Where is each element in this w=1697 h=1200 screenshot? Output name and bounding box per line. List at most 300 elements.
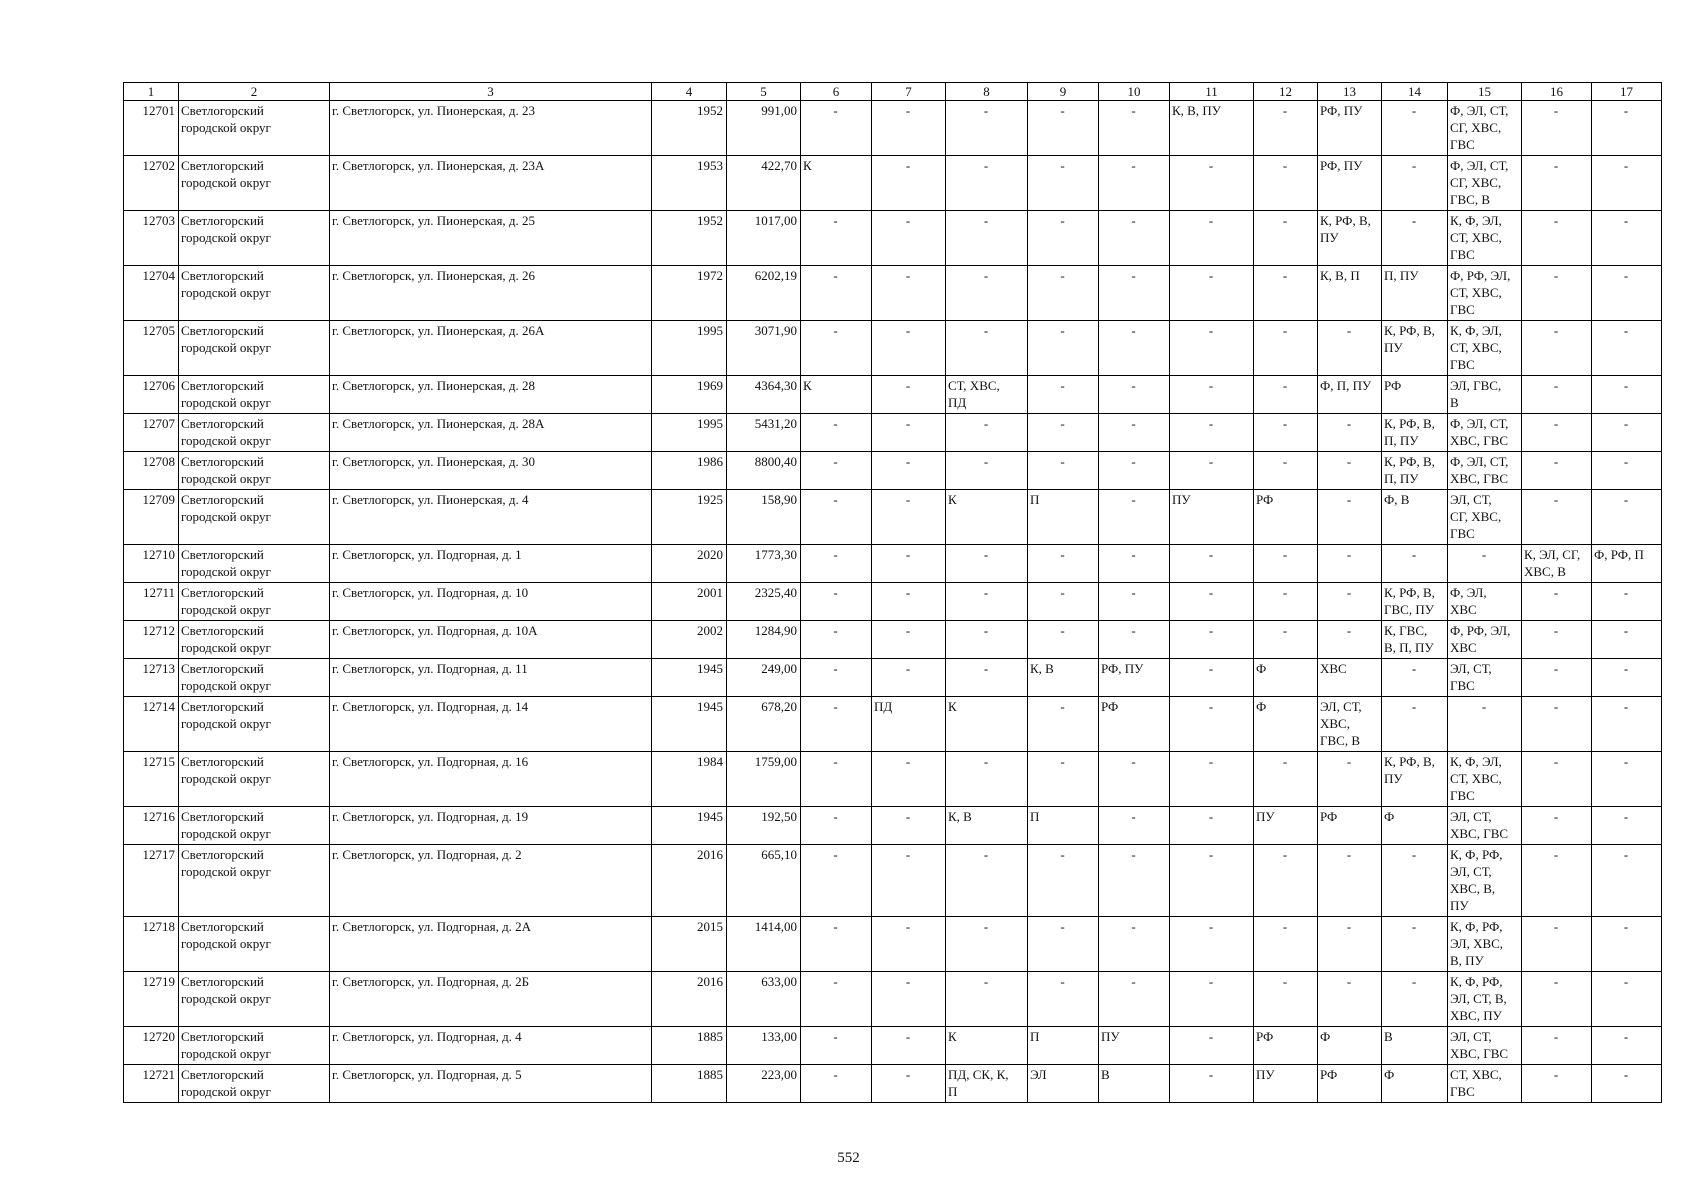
table-cell-col-9: -	[1028, 752, 1099, 807]
table-cell-col-17: -	[1592, 376, 1662, 414]
table-cell-col-7: -	[872, 1065, 946, 1103]
table-cell-col-8: -	[946, 752, 1028, 807]
table-cell-col-15: Ф, ЭЛ, СТ, ХВС, ГВС	[1448, 414, 1522, 452]
table-cell-col-9: -	[1028, 845, 1099, 917]
table-cell-col-14: -	[1382, 156, 1448, 211]
table-cell-col-3: г. Светлогорск, ул. Подгорная, д. 11	[330, 659, 652, 697]
table-cell-col-3: г. Светлогорск, ул. Подгорная, д. 2	[330, 845, 652, 917]
table-cell-col-1: 12719	[124, 972, 179, 1027]
table-cell-col-14: -	[1382, 545, 1448, 583]
table-cell-col-15: К, Ф, ЭЛ, СТ, ХВС, ГВС	[1448, 211, 1522, 266]
table-cell-col-13: РФ	[1318, 807, 1382, 845]
table-cell-col-14: РФ	[1382, 376, 1448, 414]
table-cell-col-12: -	[1254, 414, 1318, 452]
header-cell-13: 13	[1318, 83, 1382, 101]
table-cell-col-15: Ф, ЭЛ, СТ, СГ, ХВС, ГВС	[1448, 101, 1522, 156]
table-cell-col-7: -	[872, 972, 946, 1027]
table-cell-col-10: -	[1099, 376, 1170, 414]
table-cell-col-8: -	[946, 545, 1028, 583]
table-cell-col-13: ЭЛ, СТ, ХВС, ГВС, В	[1318, 697, 1382, 752]
table-cell-col-9: -	[1028, 211, 1099, 266]
table-row	[124, 211, 1662, 266]
table-cell-col-10: -	[1099, 211, 1170, 266]
table-cell-col-10: РФ	[1099, 697, 1170, 752]
table-cell-col-8: СТ, ХВС, ПД	[946, 376, 1028, 414]
table-cell-col-5: 133,00	[727, 1027, 801, 1065]
header-cell-3: 3	[330, 83, 652, 101]
table-cell-col-3: г. Светлогорск, ул. Подгорная, д. 16	[330, 752, 652, 807]
table-cell-col-3: г. Светлогорск, ул. Пионерская, д. 26	[330, 266, 652, 321]
table-cell-col-13: -	[1318, 452, 1382, 490]
table-cell-col-6: -	[801, 490, 872, 545]
table-cell-col-6: -	[801, 1065, 872, 1103]
table-row	[124, 101, 1662, 156]
table-cell-col-10: -	[1099, 845, 1170, 917]
table-cell-col-17: -	[1592, 621, 1662, 659]
table-cell-col-15: СТ, ХВС, ГВС	[1448, 1065, 1522, 1103]
table-cell-col-9: -	[1028, 621, 1099, 659]
table-cell-col-13: -	[1318, 414, 1382, 452]
table-cell-col-1: 12703	[124, 211, 179, 266]
table-cell-col-6: -	[801, 752, 872, 807]
table-cell-col-6: -	[801, 583, 872, 621]
table-cell-col-17: -	[1592, 452, 1662, 490]
table-cell-col-9: ЭЛ	[1028, 1065, 1099, 1103]
table-cell-col-15: ЭЛ, СТ, ХВС, ГВС	[1448, 1027, 1522, 1065]
table-cell-col-9: -	[1028, 972, 1099, 1027]
table-cell-col-14: В	[1382, 1027, 1448, 1065]
table-cell-col-5: 158,90	[727, 490, 801, 545]
table-row	[124, 697, 1662, 752]
table-cell-col-9: П	[1028, 490, 1099, 545]
table-cell-col-2: Светлогорский городской округ	[179, 621, 330, 659]
table-cell-col-17: -	[1592, 266, 1662, 321]
table-cell-col-12: -	[1254, 583, 1318, 621]
table-cell-col-6: -	[801, 972, 872, 1027]
table-cell-col-11: -	[1170, 583, 1254, 621]
table-cell-col-8: К	[946, 1027, 1028, 1065]
table-cell-col-4: 1945	[652, 807, 727, 845]
table-cell-col-4: 1969	[652, 376, 727, 414]
table-cell-col-5: 665,10	[727, 845, 801, 917]
table-cell-col-17: -	[1592, 101, 1662, 156]
table-cell-col-16: -	[1522, 845, 1592, 917]
table-cell-col-13: К, РФ, В, ПУ	[1318, 211, 1382, 266]
table-cell-col-2: Светлогорский городской округ	[179, 376, 330, 414]
table-cell-col-10: -	[1099, 545, 1170, 583]
table-row	[124, 972, 1662, 1027]
table-cell-col-11: -	[1170, 321, 1254, 376]
table-cell-col-16: -	[1522, 414, 1592, 452]
header-cell-11: 11	[1170, 83, 1254, 101]
table-cell-col-4: 1945	[652, 697, 727, 752]
table-cell-col-14: -	[1382, 972, 1448, 1027]
table-cell-col-14: Ф	[1382, 807, 1448, 845]
table-cell-col-2: Светлогорский городской округ	[179, 321, 330, 376]
table-cell-col-17: -	[1592, 752, 1662, 807]
table-cell-col-16: -	[1522, 621, 1592, 659]
table-cell-col-4: 1885	[652, 1027, 727, 1065]
table-cell-col-13: -	[1318, 321, 1382, 376]
table-cell-col-4: 2001	[652, 583, 727, 621]
table-cell-col-9: К, В	[1028, 659, 1099, 697]
table-cell-col-15: К, Ф, РФ, ЭЛ, СТ, В, ХВС, ПУ	[1448, 972, 1522, 1027]
table-cell-col-1: 12712	[124, 621, 179, 659]
table-header	[124, 83, 1662, 101]
table-cell-col-1: 12705	[124, 321, 179, 376]
table-cell-col-4: 1945	[652, 659, 727, 697]
table-cell-col-11: -	[1170, 452, 1254, 490]
table-cell-col-5: 991,00	[727, 101, 801, 156]
table-cell-col-8: -	[946, 414, 1028, 452]
table-cell-col-8: -	[946, 156, 1028, 211]
table-cell-col-5: 2325,40	[727, 583, 801, 621]
table-cell-col-16: -	[1522, 1065, 1592, 1103]
table-cell-col-4: 1885	[652, 1065, 727, 1103]
header-cell-14: 14	[1382, 83, 1448, 101]
table-cell-col-14: Ф, В	[1382, 490, 1448, 545]
table-cell-col-10: -	[1099, 752, 1170, 807]
table-cell-col-8: -	[946, 621, 1028, 659]
table-cell-col-7: -	[872, 659, 946, 697]
table-cell-col-1: 12704	[124, 266, 179, 321]
table-cell-col-12: -	[1254, 752, 1318, 807]
table-cell-col-7: -	[872, 156, 946, 211]
table-cell-col-15: ЭЛ, СТ, СГ, ХВС, ГВС	[1448, 490, 1522, 545]
table-cell-col-9: -	[1028, 452, 1099, 490]
table-cell-col-15: К, Ф, ЭЛ, СТ, ХВС, ГВС	[1448, 321, 1522, 376]
table-cell-col-10: -	[1099, 321, 1170, 376]
table-cell-col-16: -	[1522, 376, 1592, 414]
table-row	[124, 917, 1662, 972]
table-cell-col-1: 12701	[124, 101, 179, 156]
header-cell-2: 2	[179, 83, 330, 101]
table-cell-col-5: 1414,00	[727, 917, 801, 972]
table-cell-col-5: 5431,20	[727, 414, 801, 452]
table-cell-col-12: -	[1254, 452, 1318, 490]
table-row	[124, 845, 1662, 917]
header-cell-10: 10	[1099, 83, 1170, 101]
table-cell-col-2: Светлогорский городской округ	[179, 917, 330, 972]
table-cell-col-7: -	[872, 621, 946, 659]
table-cell-col-17: -	[1592, 972, 1662, 1027]
table-cell-col-14: К, РФ, В, ПУ	[1382, 752, 1448, 807]
table-cell-col-9: -	[1028, 697, 1099, 752]
table-cell-col-4: 1986	[652, 452, 727, 490]
table-cell-col-4: 1952	[652, 101, 727, 156]
table-cell-col-7: -	[872, 101, 946, 156]
table-cell-col-7: -	[872, 545, 946, 583]
table-cell-col-3: г. Светлогорск, ул. Пионерская, д. 30	[330, 452, 652, 490]
table-cell-col-13: РФ, ПУ	[1318, 101, 1382, 156]
table-cell-col-14: -	[1382, 917, 1448, 972]
table-cell-col-14: К, РФ, В, П, ПУ	[1382, 452, 1448, 490]
table-cell-col-8: -	[946, 101, 1028, 156]
table-cell-col-3: г. Светлогорск, ул. Подгорная, д. 1	[330, 545, 652, 583]
table-cell-col-11: -	[1170, 545, 1254, 583]
table-cell-col-3: г. Светлогорск, ул. Подгорная, д. 2Б	[330, 972, 652, 1027]
table-cell-col-1: 12711	[124, 583, 179, 621]
table-cell-col-16: -	[1522, 321, 1592, 376]
table-cell-col-16: -	[1522, 697, 1592, 752]
table-cell-col-13: К, В, П	[1318, 266, 1382, 321]
table-cell-col-10: -	[1099, 266, 1170, 321]
table-cell-col-14: -	[1382, 101, 1448, 156]
table-cell-col-15: Ф, РФ, ЭЛ, СТ, ХВС, ГВС	[1448, 266, 1522, 321]
table-cell-col-14: К, ГВС, В, П, ПУ	[1382, 621, 1448, 659]
table-cell-col-12: -	[1254, 376, 1318, 414]
table-cell-col-12: -	[1254, 972, 1318, 1027]
table-cell-col-4: 1995	[652, 414, 727, 452]
table-cell-col-6: -	[801, 621, 872, 659]
table-cell-col-7: -	[872, 752, 946, 807]
table-cell-col-16: -	[1522, 659, 1592, 697]
table-cell-col-6: -	[801, 807, 872, 845]
table-cell-col-13: Ф	[1318, 1027, 1382, 1065]
table-cell-col-10: -	[1099, 583, 1170, 621]
table-cell-col-4: 1972	[652, 266, 727, 321]
table-cell-col-7: -	[872, 583, 946, 621]
table-cell-col-15: К, Ф, ЭЛ, СТ, ХВС, ГВС	[1448, 752, 1522, 807]
table-cell-col-7: -	[872, 414, 946, 452]
table-cell-col-6: -	[801, 845, 872, 917]
table-cell-col-12: -	[1254, 266, 1318, 321]
table-cell-col-17: -	[1592, 659, 1662, 697]
table-cell-col-15: Ф, РФ, ЭЛ, ХВС	[1448, 621, 1522, 659]
table-cell-col-2: Светлогорский городской округ	[179, 752, 330, 807]
table-cell-col-7: -	[872, 1027, 946, 1065]
table-cell-col-1: 12710	[124, 545, 179, 583]
table-cell-col-2: Светлогорский городской округ	[179, 452, 330, 490]
table-cell-col-3: г. Светлогорск, ул. Пионерская, д. 4	[330, 490, 652, 545]
table-cell-col-5: 192,50	[727, 807, 801, 845]
table-cell-col-9: -	[1028, 376, 1099, 414]
table-cell-col-16: -	[1522, 807, 1592, 845]
table-cell-col-5: 8800,40	[727, 452, 801, 490]
table-cell-col-2: Светлогорский городской округ	[179, 845, 330, 917]
table-cell-col-8: -	[946, 972, 1028, 1027]
table-cell-col-7: -	[872, 266, 946, 321]
table-cell-col-13: -	[1318, 845, 1382, 917]
table-cell-col-15: Ф, ЭЛ, СТ, СГ, ХВС, ГВС, В	[1448, 156, 1522, 211]
table-cell-col-12: -	[1254, 917, 1318, 972]
table-cell-col-4: 1953	[652, 156, 727, 211]
header-cell-16: 16	[1522, 83, 1592, 101]
table-cell-col-13: -	[1318, 621, 1382, 659]
table-cell-col-13: -	[1318, 545, 1382, 583]
table-cell-col-5: 223,00	[727, 1065, 801, 1103]
table-row	[124, 414, 1662, 452]
table-cell-col-11: -	[1170, 845, 1254, 917]
table-cell-col-17: -	[1592, 414, 1662, 452]
table-cell-col-3: г. Светлогорск, ул. Подгорная, д. 2А	[330, 917, 652, 972]
table-cell-col-12: -	[1254, 621, 1318, 659]
table-cell-col-11: -	[1170, 972, 1254, 1027]
table-cell-col-16: -	[1522, 452, 1592, 490]
table-cell-col-6: -	[801, 697, 872, 752]
table-cell-col-4: 1952	[652, 211, 727, 266]
table-cell-col-2: Светлогорский городской округ	[179, 1065, 330, 1103]
table-cell-col-9: -	[1028, 101, 1099, 156]
table-cell-col-1: 12718	[124, 917, 179, 972]
table-cell-col-2: Светлогорский городской округ	[179, 1027, 330, 1065]
table-cell-col-14: К, РФ, В, П, ПУ	[1382, 414, 1448, 452]
table-cell-col-8: -	[946, 266, 1028, 321]
table-cell-col-11: -	[1170, 266, 1254, 321]
table-cell-col-11: -	[1170, 1065, 1254, 1103]
table-row	[124, 583, 1662, 621]
table-cell-col-12: -	[1254, 101, 1318, 156]
table-cell-col-1: 12714	[124, 697, 179, 752]
table-cell-col-15: К, Ф, РФ, ЭЛ, ХВС, В, ПУ	[1448, 917, 1522, 972]
table-cell-col-1: 12721	[124, 1065, 179, 1103]
table-cell-col-17: -	[1592, 211, 1662, 266]
table-cell-col-2: Светлогорский городской округ	[179, 101, 330, 156]
table-cell-col-7: -	[872, 845, 946, 917]
header-cell-15: 15	[1448, 83, 1522, 101]
table-cell-col-6: -	[801, 321, 872, 376]
table-cell-col-13: -	[1318, 972, 1382, 1027]
table-cell-col-2: Светлогорский городской округ	[179, 156, 330, 211]
table-cell-col-8: -	[946, 659, 1028, 697]
table-row	[124, 376, 1662, 414]
table-cell-col-2: Светлогорский городской округ	[179, 659, 330, 697]
table-cell-col-11: -	[1170, 807, 1254, 845]
table-cell-col-6: -	[801, 1027, 872, 1065]
table-cell-col-4: 2002	[652, 621, 727, 659]
table-row	[124, 1065, 1662, 1103]
table-cell-col-9: -	[1028, 156, 1099, 211]
table-row	[124, 621, 1662, 659]
table-cell-col-10: РФ, ПУ	[1099, 659, 1170, 697]
table-cell-col-4: 2015	[652, 917, 727, 972]
table-row	[124, 752, 1662, 807]
table-cell-col-12: -	[1254, 545, 1318, 583]
header-cell-8: 8	[946, 83, 1028, 101]
table-cell-col-12: РФ	[1254, 490, 1318, 545]
table-cell-col-16: -	[1522, 972, 1592, 1027]
table-cell-col-17: -	[1592, 845, 1662, 917]
table-cell-col-3: г. Светлогорск, ул. Пионерская, д. 25	[330, 211, 652, 266]
table-cell-col-9: -	[1028, 266, 1099, 321]
table-cell-col-6: -	[801, 266, 872, 321]
table-cell-col-12: ПУ	[1254, 1065, 1318, 1103]
table-row	[124, 156, 1662, 211]
table-cell-col-12: ПУ	[1254, 807, 1318, 845]
table-cell-col-9: -	[1028, 545, 1099, 583]
table-cell-col-3: г. Светлогорск, ул. Пионерская, д. 23	[330, 101, 652, 156]
table-cell-col-5: 3071,90	[727, 321, 801, 376]
table-cell-col-8: К, В	[946, 807, 1028, 845]
table-cell-col-7: -	[872, 917, 946, 972]
table-cell-col-17: -	[1592, 490, 1662, 545]
table-cell-col-8: -	[946, 845, 1028, 917]
table-cell-col-11: -	[1170, 659, 1254, 697]
table-cell-col-3: г. Светлогорск, ул. Пионерская, д. 26А	[330, 321, 652, 376]
table-cell-col-7: -	[872, 376, 946, 414]
table-cell-col-14: -	[1382, 845, 1448, 917]
table-cell-col-12: -	[1254, 211, 1318, 266]
table-cell-col-3: г. Светлогорск, ул. Подгорная, д. 10А	[330, 621, 652, 659]
table-cell-col-16: -	[1522, 1027, 1592, 1065]
table-row	[124, 321, 1662, 376]
table-cell-col-13: -	[1318, 752, 1382, 807]
table-cell-col-10: -	[1099, 101, 1170, 156]
table-cell-col-4: 1984	[652, 752, 727, 807]
table-cell-col-3: г. Светлогорск, ул. Пионерская, д. 28А	[330, 414, 652, 452]
table-cell-col-2: Светлогорский городской округ	[179, 490, 330, 545]
table-cell-col-7: -	[872, 490, 946, 545]
table-cell-col-3: г. Светлогорск, ул. Подгорная, д. 14	[330, 697, 652, 752]
table-cell-col-16: -	[1522, 101, 1592, 156]
table-cell-col-5: 422,70	[727, 156, 801, 211]
table-cell-col-15: ЭЛ, СТ, ГВС	[1448, 659, 1522, 697]
table-cell-col-2: Светлогорский городской округ	[179, 972, 330, 1027]
table-cell-col-8: ПД, СК, К, П	[946, 1065, 1028, 1103]
table-cell-col-14: К, РФ, В, ПУ	[1382, 321, 1448, 376]
table-row	[124, 266, 1662, 321]
register-table	[123, 82, 1662, 1103]
table-cell-col-11: -	[1170, 414, 1254, 452]
table-cell-col-16: -	[1522, 156, 1592, 211]
table-cell-col-9: -	[1028, 321, 1099, 376]
table-cell-col-7: ПД	[872, 697, 946, 752]
table-cell-col-13: -	[1318, 583, 1382, 621]
table-cell-col-16: -	[1522, 490, 1592, 545]
table-cell-col-12: Ф	[1254, 659, 1318, 697]
table-row	[124, 659, 1662, 697]
table-cell-col-5: 249,00	[727, 659, 801, 697]
table-cell-col-5: 1017,00	[727, 211, 801, 266]
table-cell-col-8: -	[946, 452, 1028, 490]
table-cell-col-1: 12720	[124, 1027, 179, 1065]
table-cell-col-9: -	[1028, 414, 1099, 452]
table-cell-col-12: РФ	[1254, 1027, 1318, 1065]
table-cell-col-5: 678,20	[727, 697, 801, 752]
table-cell-col-14: -	[1382, 659, 1448, 697]
table-cell-col-17: -	[1592, 1065, 1662, 1103]
table-cell-col-11: -	[1170, 917, 1254, 972]
table-cell-col-11: К, В, ПУ	[1170, 101, 1254, 156]
table-cell-col-11: -	[1170, 156, 1254, 211]
table-cell-col-12: -	[1254, 321, 1318, 376]
table-cell-col-4: 1995	[652, 321, 727, 376]
table-cell-col-1: 12702	[124, 156, 179, 211]
table-cell-col-9: П	[1028, 807, 1099, 845]
table-cell-col-17: -	[1592, 321, 1662, 376]
table-cell-col-7: -	[872, 807, 946, 845]
table-cell-col-4: 1925	[652, 490, 727, 545]
table-cell-col-6: К	[801, 156, 872, 211]
table-cell-col-11: -	[1170, 697, 1254, 752]
table-cell-col-15: К, Ф, РФ, ЭЛ, СТ, ХВС, В, ПУ	[1448, 845, 1522, 917]
table-cell-col-17: -	[1592, 917, 1662, 972]
table-cell-col-14: Ф	[1382, 1065, 1448, 1103]
table-cell-col-14: К, РФ, В, ГВС, ПУ	[1382, 583, 1448, 621]
table-cell-col-15: Ф, ЭЛ, СТ, ХВС, ГВС	[1448, 452, 1522, 490]
table-cell-col-13: ХВС	[1318, 659, 1382, 697]
table-cell-col-2: Светлогорский городской округ	[179, 583, 330, 621]
table-cell-col-11: -	[1170, 211, 1254, 266]
table-cell-col-4: 2020	[652, 545, 727, 583]
table-cell-col-2: Светлогорский городской округ	[179, 807, 330, 845]
table-cell-col-2: Светлогорский городской округ	[179, 211, 330, 266]
table-cell-col-3: г. Светлогорск, ул. Подгорная, д. 19	[330, 807, 652, 845]
table-cell-col-6: -	[801, 659, 872, 697]
table-cell-col-10: -	[1099, 917, 1170, 972]
table-row	[124, 490, 1662, 545]
table-cell-col-15: ЭЛ, СТ, ХВС, ГВС	[1448, 807, 1522, 845]
